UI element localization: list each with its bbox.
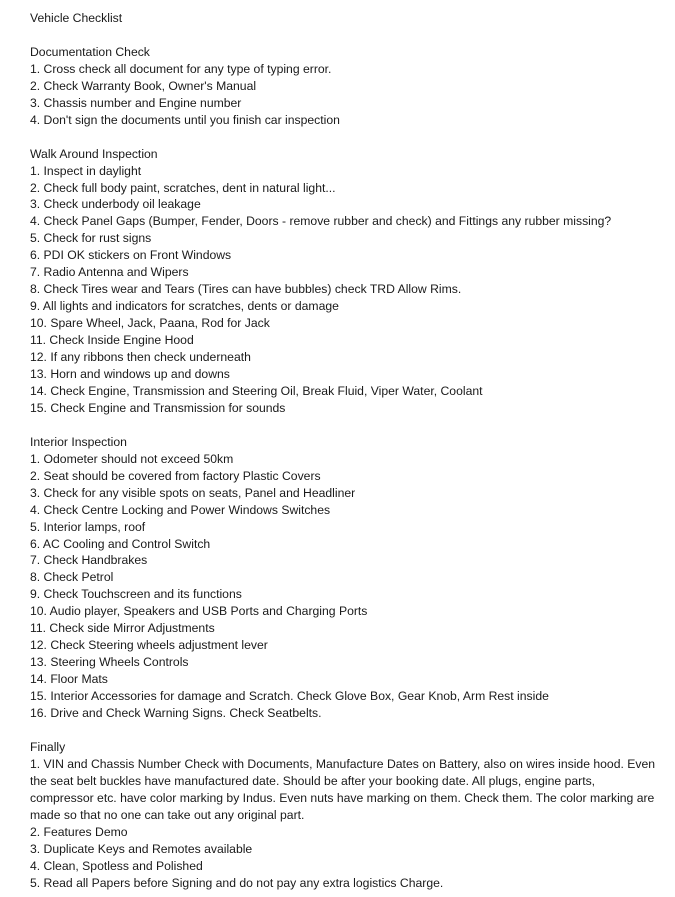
list-item: 9. Check Touchscreen and its functions xyxy=(30,587,242,602)
list-item-line: compressor etc. have color marking by Indus. Even nuts have marking on them. Check them. The color marking are xyxy=(30,790,655,805)
spacer xyxy=(30,722,675,739)
list-item: 10. Audio player, Speakers and USB Ports and Charging Ports xyxy=(30,604,368,619)
list-item: 3. Chassis number and Engine number xyxy=(30,95,242,110)
list-item: 2. Check full body paint, scratches, dent in natural light... xyxy=(30,180,336,195)
finally-section xyxy=(30,739,675,892)
list-item: 15. Interior Accessories for damage and Scratch. Check Glove Box, Gear Knob, Arm Rest inside xyxy=(30,689,549,704)
list-item: 8. Check Petrol xyxy=(30,570,114,585)
list-item: 11. Check Inside Engine Hood xyxy=(30,333,194,348)
list-item: 5. Check for rust signs xyxy=(30,231,152,246)
list-item: 3. Duplicate Keys and Remotes available xyxy=(30,841,253,856)
list-item: 2. Check Warranty Book, Owner's Manual xyxy=(30,78,257,93)
interior-section xyxy=(30,434,675,722)
list-item: 14. Check Engine, Transmission and Steering Oil, Break Fluid, Viper Water, Coolant xyxy=(30,383,483,398)
documentation-section xyxy=(30,44,675,129)
section-heading: Walk Around Inspection xyxy=(30,146,158,161)
list-item: 4. Clean, Spotless and Polished xyxy=(30,858,203,873)
document-title: Vehicle Checklist xyxy=(30,11,123,25)
list-item: 2. Features Demo xyxy=(30,824,128,839)
list-item: 7. Radio Antenna and Wipers xyxy=(30,265,189,280)
section-heading: Interior Inspection xyxy=(30,434,127,449)
list-item: 6. PDI OK stickers on Front Windows xyxy=(30,248,232,263)
list-item: 8. Check Tires wear and Tears (Tires can have bubbles) check TRD Allow Rims. xyxy=(30,282,462,297)
list-item: 10. Spare Wheel, Jack, Paana, Rod for Jack xyxy=(30,316,270,331)
list-item: 4. Don't sign the documents until you finish car inspection xyxy=(30,112,340,127)
list-item: 4. Check Centre Locking and Power Windows Switches xyxy=(30,502,331,517)
list-item: 16. Drive and Check Warning Signs. Check Seatbelts. xyxy=(30,706,322,721)
list-item: 12. Check Steering wheels adjustment lever xyxy=(30,638,268,653)
list-item: 2. Seat should be covered from factory Plastic Covers xyxy=(30,468,321,483)
list-item: 5. Interior lamps, roof xyxy=(30,519,146,534)
spacer xyxy=(30,129,675,146)
list-item: 1. Inspect in daylight xyxy=(30,163,142,178)
spacer xyxy=(30,27,675,44)
list-item: 12. If any ribbons then check underneath xyxy=(30,350,251,365)
list-item: 13. Steering Wheels Controls xyxy=(30,655,189,670)
list-item: 15. Check Engine and Transmission for sounds xyxy=(30,400,286,415)
list-item: 7. Check Handbrakes xyxy=(30,553,148,568)
list-item: 5. Read all Papers before Signing and do not pay any extra logistics Charge. xyxy=(30,875,444,890)
list-item: 11. Check side Mirror Adjustments xyxy=(30,621,215,636)
section-heading: Finally xyxy=(30,739,66,754)
list-item-line: 1. VIN and Chassis Number Check with Documents, Manufacture Dates on Battery, also on wires inside hood. Even xyxy=(30,756,656,771)
list-item: 3. Check for any visible spots on seats, Panel and Headliner xyxy=(30,485,356,500)
list-item-line: made so that no one can take out any original part. xyxy=(30,807,305,822)
list-item: 1. Cross check all document for any type of typing error. xyxy=(30,61,332,76)
spacer xyxy=(30,417,675,434)
section-heading: Documentation Check xyxy=(30,44,150,59)
list-item: 13. Horn and windows up and downs xyxy=(30,366,230,381)
list-item: 3. Check underbody oil leakage xyxy=(30,197,201,212)
walk-around-section xyxy=(30,146,675,417)
list-item: 1. Odometer should not exceed 50km xyxy=(30,451,234,466)
list-item: 9. All lights and indicators for scratches, dents or damage xyxy=(30,299,339,314)
checklist-document xyxy=(30,10,675,892)
list-item: 4. Check Panel Gaps (Bumper, Fender, Doors - remove rubber and check) and Fittings any rubber missing? xyxy=(30,214,612,229)
list-item: 14. Floor Mats xyxy=(30,672,108,687)
list-item-line: the seat belt buckles have manufactured date. Should be after your booking date. All plugs, engine parts, xyxy=(30,773,596,788)
list-item: 6. AC Cooling and Control Switch xyxy=(30,536,211,551)
